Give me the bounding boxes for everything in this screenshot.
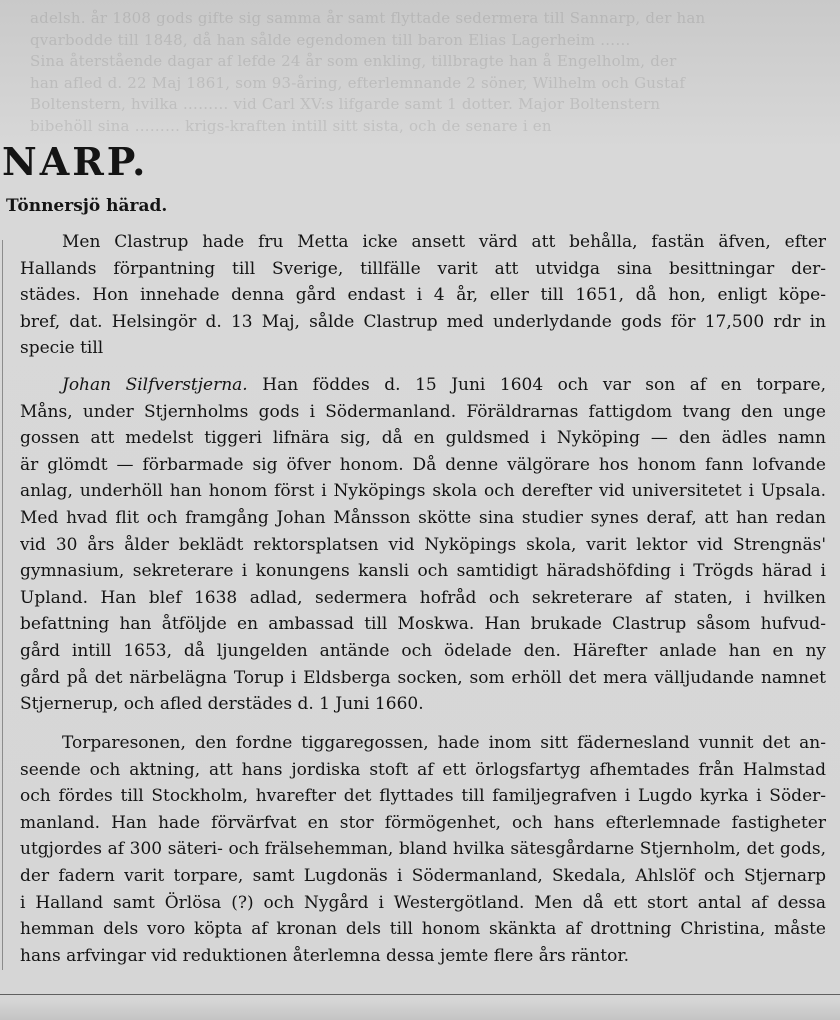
text-line: specie till <box>20 338 104 359</box>
text-line: anlag, underhöll han honom först i Nyköpings skola och derefter vid universitetet i Upsala. <box>20 481 826 502</box>
left-margin-rule <box>2 240 3 970</box>
text-line: Hallands förpantning till Sverige, tillfälle varit att utvidga sina besittningar der- <box>20 258 826 279</box>
text-line: der fadern varit torpare, samt Lugdonäs i Södermanland, Skedala, Ahlslöf och Stjernarp <box>20 865 826 886</box>
bleed-through-text: adelsh. år 1808 gods gifte sig samma år samt flyttade sedermera till Sannarp, der han qvarbodde till 1848, då han sålde egendomen till baron Elias Lagerheim …… Sina återstående dagar af lefde 24 år som enkling, tillbragte han å Engelholm, der han afled d. 22 Maj 1861, som 93-åring, efterlemnande 2 söner, Wilhelm och Gustaf Boltenstern, hvilka ……… vid Carl XV:s lifgarde samt 1 dotter. Major Boltenstern bibehöll sina ……… krigs-kraften intill sitt sista, och de senare i en <box>30 9 706 135</box>
text-line: gård intill 1653, då ljungelden antände och ödelade den. Härefter anlade han en ny <box>20 640 826 661</box>
text-line: Johan Silfverstjerna. Han föddes d. 15 Juni 1604 och var son af en torpare, <box>62 375 826 395</box>
text-line: befattning han åtföljde en ambassad till Moskwa. Han brukade Clastrup såsom hufvud- <box>20 614 826 635</box>
paragraph-3 <box>20 730 826 969</box>
district-subheading: Tönnersjö härad. <box>6 196 168 216</box>
text-line: gossen att medelst tiggeri lifnära sig, då en guldsmed i Nyköping — den ädles namn <box>20 428 826 449</box>
text-line: Med hvad flit och framgång Johan Månsson skötte sina studier synes deraf, att han redan <box>20 507 826 528</box>
text-line: bref, dat. Helsingör d. 13 Maj, sålde Clastrup med underlydande gods för 17,500 rdr in <box>20 311 826 332</box>
text-line: städes. Hon innehade denna gård endast i 4 år, eller till 1651, då hon, enligt köpe- <box>20 285 826 306</box>
bottom-margin-rule <box>0 994 840 995</box>
text-line: vid 30 års ålder beklädt rektorsplatsen vid Nyköpings skola, varit lektor vid Strengnäs' <box>20 534 826 555</box>
text-line: Stjernerup, och afled derstädes d. 1 Juni 1660. <box>20 694 424 715</box>
text-line: gymnasium, sekreterare i konungens kansli och samtidigt häradshöfding i Trögds härad i <box>20 561 826 582</box>
text-line: gård på det närbelägna Torup i Eldsberga socken, som erhöll det mera välljudande namnet <box>20 667 826 688</box>
text-line: Måns, under Stjernholms gods i Södermanland. Föräldrarnas fattigdom tvang den unge <box>20 401 826 422</box>
person-name: Johan Silfverstjerna. <box>62 375 248 395</box>
text-line: är glömdt — förbarmade sig öfver honom. Då denne välgörare hos honom fann lofvande <box>20 454 826 475</box>
text-line: i Halland samt Örlösa (?) och Nygård i Westergötland. Men då ett stort antal af dessa <box>20 892 826 913</box>
text-line: hemman dels voro köpta af kronan dels till honom skänkta af drottning Christina, måste <box>20 919 826 940</box>
text-line: hans arfvingar vid reduktionen återlemna dessa jemte flere års räntor. <box>20 945 630 966</box>
text-line: Torparesonen, den fordne tiggaregossen, hade inom sitt fädernesland vunnit det an- <box>62 733 826 753</box>
paragraph-1 <box>20 229 826 362</box>
paragraph-2 <box>20 372 826 718</box>
text-line: och fördes till Stockholm, hvarefter det flyttades till familjegrafven i Lugdo kyrka i Söder- <box>20 786 826 807</box>
text-line: manland. Han hade förvärfvat en stor förmögenhet, och hans efterlemnade fastigheter <box>20 812 826 833</box>
text-line: utgjordes af 300 säteri- och frälsehemman, bland hvilka sätesgårdarne Stjernholm, det gods, <box>20 839 826 860</box>
page-heading: NARP. <box>2 139 149 184</box>
text-line: Men Clastrup hade fru Metta icke ansett värd att behålla, fastän äfven, efter <box>62 232 826 252</box>
text-line: Upland. Han blef 1638 adlad, sedermera hofråd och sekreterare af staten, i hvilken <box>20 587 826 608</box>
text-line: seende och aktning, att hans jordiska stoft af ett örlogsfartyg afhemtades från Halmstad <box>20 759 826 780</box>
